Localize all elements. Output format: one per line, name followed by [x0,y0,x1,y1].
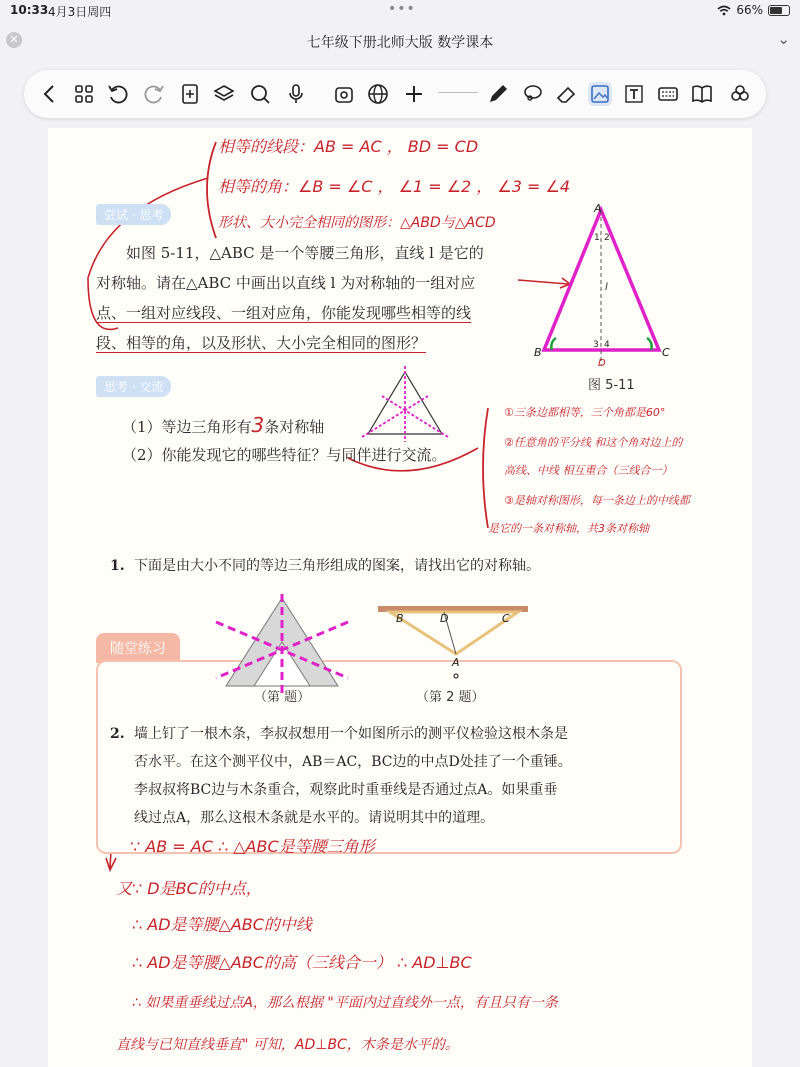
fig2-label-a: A [452,656,460,669]
layers-icon[interactable] [212,82,236,106]
equilateral-triangle-figure [360,364,450,444]
camera-icon[interactable] [332,82,356,106]
microphone-icon[interactable] [284,82,308,106]
web-icon[interactable] [366,82,390,106]
solution-line-1: ∵ AB = AC ∴ △ABC是等腰三角形 [130,837,375,856]
section1-line: 点、一组对应线段、一组对应角，你能发现哪些相等的线 [96,304,472,322]
note-congruent-shapes: 形状、大小完全相同的图形：△ABD与△ACD [218,215,496,231]
note-right-4: ③是轴对称图形，每一条边上的中线都 [504,494,690,507]
section-tag-think-discuss: 思考 · 交流 [96,376,171,397]
label-angle-4: 4 [604,340,610,350]
image-icon[interactable] [588,82,612,106]
fig2-label-b: B [396,612,404,625]
title-bar [0,24,800,58]
undo-icon[interactable] [106,82,130,106]
exercise-2-line-1: 墙上钉了一根木条，李叔叔想用一个如图所示的测平仪检验这根木条是 [134,726,568,742]
exercise-1-number: 1. [110,558,125,574]
text-box-icon[interactable] [622,82,646,106]
exercise-2-figure [378,604,528,684]
share-icon[interactable] [728,82,752,106]
close-icon[interactable]: ✕ [6,32,22,48]
question-2: （2）你能发现它的哪些特征？与同伴进行交流。 [122,446,447,464]
note-equal-segments: 相等的线段：AB = AC ， BD = CD [218,137,479,156]
question-1-answer: 3 [251,413,265,437]
chevron-down-icon[interactable]: ⌄ [777,30,790,48]
solution-line-4: ∴ AD是等腰△ABC的高（三线合一） ∴ AD⊥BC [132,953,472,972]
exercise-2-number: 2. [110,726,125,742]
back-icon[interactable] [38,82,62,106]
section1-line: 对称轴。请在△ABC 中画出以直线 l 为对称轴的一组对应 [96,274,476,292]
label-b: B [534,346,542,359]
label-angle-1: 1 [594,233,600,243]
solution-line-3: ∴ AD是等腰△ABC的中线 [132,915,312,934]
note-equal-angles: 相等的角：∠B = ∠C ， ∠1 = ∠2 ， ∠3 = ∠4 [218,177,571,196]
pen-icon[interactable] [486,82,510,106]
plus-icon[interactable] [402,82,426,106]
battery-icon [768,5,790,16]
status-date: 4月3日周四 [48,5,112,19]
solution-line-6: 直线与已知直线垂直" 可知，AD⊥BC，木条是水平的。 [116,1037,459,1053]
question-1 [122,410,324,442]
section1-paragraph [96,238,536,358]
solution-line-2: 又∵ D是BC的中点， [116,879,262,898]
practice-tab: 随堂练习 [96,633,180,663]
status-bar [0,0,800,22]
figure-5-11-caption: 图 5-11 [588,378,635,393]
grid-icon[interactable] [72,82,96,106]
label-l: l [605,282,608,293]
angle-b-mark [551,338,556,350]
question-1-end: 条对称轴 [264,418,325,436]
note-right-2: ②任意角的平分线 和这个角对边上的 [504,436,683,449]
lasso-icon[interactable] [520,82,544,106]
label-a: A [594,202,602,215]
figure-5-11 [534,200,704,370]
section1-line: 段、相等的角，以及形状、大小完全相同的图形？ [96,334,427,352]
status-time: 10:33 [10,3,49,17]
toolbar [24,70,766,118]
note-right-5: 是它的一条对称轴，共3条对称轴 [488,522,649,535]
label-c: C [662,346,670,359]
section1-line: 如图 5-11，△ABC 是一个等腰三角形，直线 l 是它的 [126,244,484,262]
exercise-1-text: 下面是由大小不同的等边三角形组成的图案，请找出它的对称轴。 [134,558,540,574]
toolbar-separator [438,92,478,93]
multitask-dots-icon[interactable]: ••• [388,1,416,17]
section-tag-try-think: 尝试 · 思考 [96,204,171,225]
figure-2-caption: （第 2 题） [416,690,485,705]
wifi-icon [717,5,731,16]
question-1-text: （1）等边三角形有 [122,418,252,436]
angle-c-mark [647,338,652,350]
label-angle-2: 2 [604,233,610,243]
exercise-2-line-3: 李叔叔将BC边与木条重合，观察此时重垂线是否通过点A。如果重垂 [134,782,558,798]
exercise-2-line-2: 否水平。在这个测平仪中，AB＝AC，BC边的中点D处挂了一个重锤。 [134,754,572,770]
label-angle-3: 3 [593,340,599,350]
fig2-label-c: C [502,612,510,625]
document-title: 七年级下册北师大版 数学课本 [306,35,494,51]
solution-line-5: ∴ 如果重垂线过点A，那么根据 "平面内过直线外一点，有且只有一条 [132,995,558,1011]
fig2-label-d: D [440,612,449,625]
figure-1-caption: （第 题） [254,690,311,705]
exercise-1-figure [212,594,352,694]
label-d: D [598,358,606,369]
redo-icon[interactable] [142,82,166,106]
exercise-2-line-4: 线过点A，那么这根木条就是水平的。请说明其中的道理。 [134,810,495,826]
eraser-icon[interactable] [554,82,578,106]
note-right-1: ①三条边都相等，三个角都是60° [504,406,666,419]
battery-percent: 66% [736,3,763,17]
add-page-icon[interactable] [178,82,202,106]
search-icon[interactable] [248,82,272,106]
book-icon[interactable] [690,82,714,106]
note-right-3: 高线、中线 相互重合（三线合一） [504,464,673,477]
keyboard-icon[interactable] [656,82,680,106]
